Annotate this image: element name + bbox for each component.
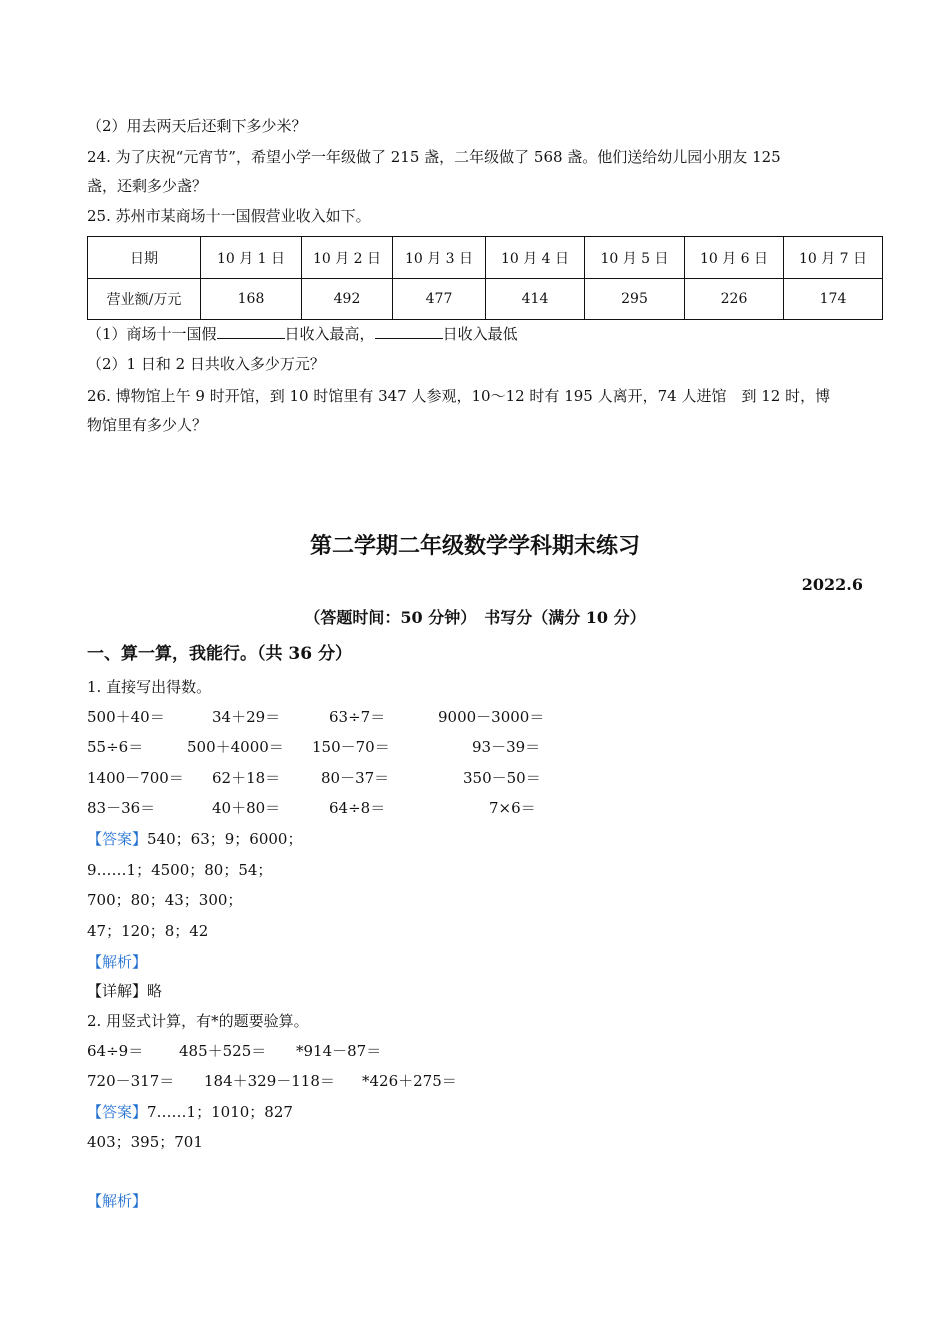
table-cell: 10 月 6 日	[685, 237, 784, 279]
revenue-table	[87, 236, 883, 320]
page-title: 第二学期二年级数学学科期末练习	[309, 533, 640, 559]
p2-analysis-tag: 【解析】	[87, 1192, 148, 1210]
q25-part1-a: （1）商场十一国假	[87, 325, 217, 343]
table-row-dates	[88, 237, 883, 279]
p1-r2-c4: 93－39＝	[472, 738, 541, 756]
p1-r3-c1: 1400－700＝	[87, 769, 184, 787]
p1-r1-c4: 9000－3000＝	[438, 708, 545, 726]
answer-tag: 【答案】	[87, 830, 148, 848]
p1-r4-c2: 40＋80＝	[212, 799, 281, 817]
table-cell: 10 月 1 日	[201, 237, 302, 279]
p1-analysis-tag: 【解析】	[87, 953, 148, 971]
q26-line1: 26. 博物馆上午 9 时开馆，到 10 时馆里有 347 人参观，10～12 时有 195 人离开，74 人进馆 到 12 时，博	[87, 387, 831, 405]
answer-tag: 【答案】	[87, 1103, 148, 1121]
p2-r1-c2: 485＋525＝	[179, 1042, 267, 1060]
p1-r4-c4: 7×6＝	[489, 799, 536, 817]
p2-r2-c3: *426＋275＝	[362, 1072, 457, 1090]
q25-part1-b: 日收入最高，	[284, 325, 375, 343]
p1-r4-c1: 83－36＝	[87, 799, 156, 817]
table-cell: 营业额/万元	[88, 279, 201, 320]
table-cell: 10 月 3 日	[393, 237, 486, 279]
p2-r2-c1: 720－317＝	[87, 1072, 175, 1090]
p1-r2-c3: 150－70＝	[312, 738, 390, 756]
table-cell: 492	[302, 279, 393, 320]
p1-r1-c1: 500＋40＝	[87, 708, 165, 726]
p2-answer-line1	[87, 1102, 293, 1122]
table-cell: 477	[393, 279, 486, 320]
table-cell: 226	[685, 279, 784, 320]
q25-part2: （2）1 日和 2 日共收入多少万元？	[87, 355, 325, 373]
p1-r3-c3: 80－37＝	[321, 769, 390, 787]
table-cell: 295	[585, 279, 685, 320]
answer-blank	[217, 324, 285, 339]
q25-part1-c: 日收入最低	[442, 325, 518, 343]
p2-prompt: 2. 用竖式计算，有*的题要验算。	[87, 1012, 309, 1030]
q26-line2: 物馆里有多少人？	[87, 416, 208, 434]
answer-text: 540；63；9；6000；	[147, 830, 303, 848]
table-cell: 10 月 4 日	[486, 237, 585, 279]
exam-date: 2022.6	[801, 575, 863, 594]
p1-r3-c4: 350－50＝	[463, 769, 541, 787]
p1-r1-c3: 63÷7＝	[329, 708, 386, 726]
p1-r1-c2: 34＋29＝	[212, 708, 281, 726]
p1-answer-line1	[87, 829, 302, 849]
exam-subtitle: （答题时间：50 分钟） 书写分（满分 10 分）	[304, 608, 646, 627]
table-cell: 414	[486, 279, 585, 320]
p1-r2-c2: 500＋4000＝	[187, 738, 284, 756]
p1-detail: 【详解】略	[87, 982, 163, 1000]
p2-r1-c3: *914－87＝	[296, 1042, 382, 1060]
p1-r3-c2: 62＋18＝	[212, 769, 281, 787]
p2-r2-c2: 184＋329－118＝	[204, 1072, 335, 1090]
table-cell: 10 月 7 日	[784, 237, 883, 279]
q24-line2: 盏，还剩多少盏？	[87, 177, 208, 195]
p1-answer-line3: 700；80；43；300；	[87, 891, 243, 909]
answer-blank	[375, 324, 443, 339]
answer-text: 7……1；1010；827	[147, 1103, 293, 1121]
table-cell: 174	[784, 279, 883, 320]
q23-part2: （2）用去两天后还剩下多少米？	[87, 117, 307, 135]
q25-part1	[87, 324, 518, 344]
p2-answer-line2: 403；395；701	[87, 1133, 203, 1151]
p1-r4-c3: 64÷8＝	[329, 799, 386, 817]
p2-r1-c1: 64÷9＝	[87, 1042, 144, 1060]
table-cell: 10 月 5 日	[585, 237, 685, 279]
p1-answer-line4: 47；120；8；42	[87, 922, 209, 940]
p1-answer-line2: 9……1；4500；80；54；	[87, 861, 273, 879]
table-cell: 168	[201, 279, 302, 320]
q25-intro: 25. 苏州市某商场十一国假营业收入如下。	[87, 207, 371, 225]
table-cell: 10 月 2 日	[302, 237, 393, 279]
p1-r2-c1: 55÷6＝	[87, 738, 144, 756]
table-cell: 日期	[88, 237, 201, 279]
q24-line1: 24. 为了庆祝“元宵节”，希望小学一年级做了 215 盏，二年级做了 568 盏。他们送给幼儿园小朋友 125	[87, 148, 781, 166]
section-heading: 一、算一算，我能行。（共 36 分）	[87, 644, 352, 664]
p1-prompt: 1. 直接写出得数。	[87, 678, 212, 696]
table-row-revenue	[88, 279, 883, 320]
